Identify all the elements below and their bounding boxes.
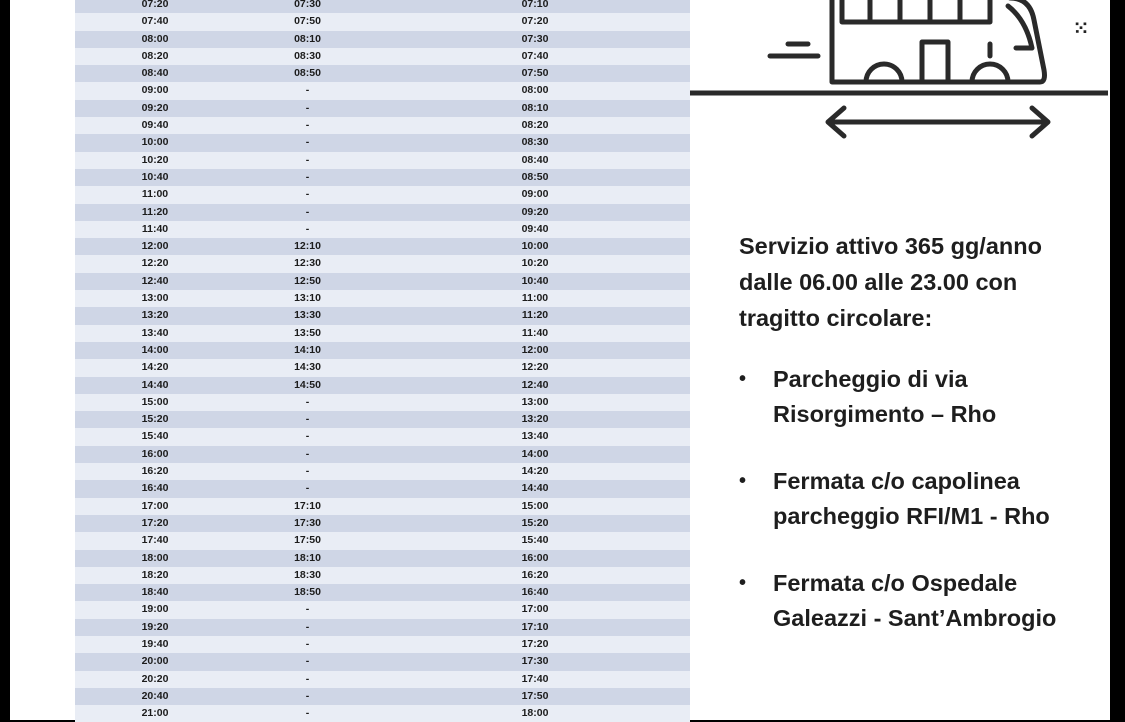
table-cell: 17:20 — [521, 637, 549, 650]
table-row — [75, 31, 690, 48]
table-cell: 14:50 — [294, 378, 321, 391]
table-cell: 14:40 — [521, 482, 549, 495]
table-cell: 07:10 — [521, 0, 549, 10]
table-cell: 12:00 — [521, 343, 549, 356]
table-cell: 18:30 — [294, 568, 321, 581]
table-cell: 12:50 — [294, 274, 321, 287]
table-cell: - — [305, 188, 310, 201]
table-cell: 13:50 — [294, 326, 321, 339]
table-cell: - — [305, 395, 310, 408]
table-cell: 17:40 — [141, 534, 169, 547]
table-row — [75, 498, 690, 515]
table-cell: 13:40 — [521, 430, 549, 443]
table-cell: - — [305, 430, 310, 443]
bus-icon — [690, 0, 1110, 150]
table-cell: 07:20 — [521, 15, 549, 28]
table-cell: 13:00 — [521, 395, 549, 408]
table-cell: 16:40 — [521, 586, 549, 599]
table-cell: 21:00 — [141, 707, 169, 720]
table-row — [75, 636, 690, 653]
table-cell: - — [305, 655, 310, 668]
table-cell: 08:30 — [294, 49, 321, 62]
table-row — [75, 653, 690, 670]
table-cell: 20:00 — [141, 655, 169, 668]
table-cell: 12:10 — [294, 240, 321, 253]
stop-item — [739, 362, 1099, 432]
stop-label: Fermata c/o capolinea parcheggio RFI/M1 - Rho — [773, 468, 1050, 529]
table-cell: 14:00 — [141, 343, 169, 356]
table-cell: 10:00 — [141, 136, 169, 149]
stop-item — [739, 566, 1099, 636]
table-cell: 18:10 — [294, 551, 321, 564]
table-cell: 17:30 — [294, 516, 321, 529]
table-row — [75, 48, 690, 65]
table-cell: 20:20 — [141, 672, 169, 685]
table-cell: 07:30 — [294, 0, 321, 10]
table-cell: 15:00 — [521, 499, 549, 512]
table-row — [75, 705, 690, 722]
table-cell: 07:40 — [521, 49, 549, 62]
table-cell: 13:10 — [294, 292, 321, 305]
table-cell: - — [305, 119, 310, 132]
table-cell: 15:40 — [521, 534, 549, 547]
table-cell: 17:50 — [294, 534, 321, 547]
table-row — [75, 515, 690, 532]
table-cell: 08:40 — [141, 67, 169, 80]
table-row — [75, 480, 690, 497]
table-cell: 12:20 — [521, 361, 549, 374]
table-cell: 12:40 — [521, 378, 549, 391]
table-cell: 14:20 — [141, 361, 169, 374]
table-cell: - — [305, 603, 310, 616]
table-cell: 10:40 — [141, 170, 169, 183]
table-cell: 08:20 — [141, 49, 169, 62]
table-cell: 16:00 — [521, 551, 549, 564]
table-cell: 09:20 — [521, 205, 549, 218]
table-cell: 18:40 — [141, 586, 169, 599]
table-cell: 11:00 — [141, 188, 169, 201]
table-row — [75, 342, 690, 359]
table-cell: 14:00 — [521, 447, 549, 460]
table-cell: 17:10 — [294, 499, 321, 512]
bullet-icon: • — [739, 368, 747, 390]
table-cell: 19:20 — [141, 620, 169, 633]
table-cell: 13:20 — [521, 413, 549, 426]
stops-list — [739, 362, 1099, 636]
table-cell: 15:00 — [141, 395, 169, 408]
table-row — [75, 152, 690, 169]
table-cell: - — [305, 170, 310, 183]
table-cell: 17:30 — [521, 655, 549, 668]
table-row — [75, 532, 690, 549]
table-cell: 14:10 — [294, 343, 321, 356]
double-arrow-icon — [828, 108, 1048, 136]
table-row — [75, 619, 690, 636]
table-row — [75, 446, 690, 463]
table-row — [75, 273, 690, 290]
table-cell: 09:40 — [141, 119, 169, 132]
table-row — [75, 359, 690, 376]
left-border — [0, 0, 10, 720]
table-cell: - — [305, 153, 310, 166]
table-cell: - — [305, 465, 310, 478]
table-row — [75, 290, 690, 307]
table-cell: 08:00 — [141, 32, 169, 45]
table-cell: 09:00 — [141, 84, 169, 97]
table-cell: - — [305, 482, 310, 495]
table-cell: 11:00 — [521, 292, 549, 305]
table-cell: 12:30 — [294, 257, 321, 270]
table-cell: 18:50 — [294, 586, 321, 599]
table-row — [75, 601, 690, 618]
bullet-icon: • — [739, 572, 747, 594]
table-cell: 11:40 — [521, 326, 549, 339]
table-cell: 16:00 — [141, 447, 169, 460]
table-cell: 16:20 — [141, 465, 169, 478]
table-cell: - — [305, 222, 310, 235]
stop-label: Fermata c/o Ospedale Galeazzi - Sant’Ambrogio — [773, 570, 1057, 631]
table-row — [75, 65, 690, 82]
table-cell: 13:00 — [141, 292, 169, 305]
table-cell: - — [305, 620, 310, 633]
table-cell: 10:20 — [141, 153, 169, 166]
table-cell: - — [305, 637, 310, 650]
table-cell: 17:00 — [141, 499, 169, 512]
table-cell: 11:40 — [141, 222, 169, 235]
table-cell: 09:40 — [521, 222, 549, 235]
table-cell: 08:10 — [294, 32, 321, 45]
table-cell: - — [305, 205, 310, 218]
table-cell: - — [305, 101, 310, 114]
table-row — [75, 134, 690, 151]
table-row — [75, 671, 690, 688]
table-row — [75, 428, 690, 445]
table-cell: - — [305, 136, 310, 149]
table-cell: 08:00 — [521, 84, 549, 97]
table-cell: 12:40 — [141, 274, 169, 287]
table-cell: 17:10 — [521, 620, 549, 633]
table-cell: 17:50 — [521, 689, 549, 702]
close-icon[interactable]: ⁙ — [1072, 18, 1090, 40]
table-row — [75, 584, 690, 601]
table-cell: 09:00 — [521, 188, 549, 201]
table-cell: 13:40 — [141, 326, 169, 339]
service-text: Servizio attivo 365 gg/anno dalle 06.00 alle 23.00 con tragitto circolare: — [739, 233, 1042, 331]
timetable — [75, 0, 690, 722]
table-cell: - — [305, 413, 310, 426]
table-row — [75, 169, 690, 186]
table-cell: 16:20 — [521, 568, 549, 581]
table-cell: 12:20 — [141, 257, 169, 270]
table-cell: 10:00 — [521, 240, 549, 253]
bullet-icon: • — [739, 470, 747, 492]
table-cell: - — [305, 689, 310, 702]
table-cell: 11:20 — [141, 205, 169, 218]
table-row — [75, 186, 690, 203]
table-cell: 08:40 — [521, 153, 549, 166]
table-row — [75, 550, 690, 567]
table-row — [75, 567, 690, 584]
table-cell: 20:40 — [141, 689, 169, 702]
table-cell: 09:20 — [141, 101, 169, 114]
table-row — [75, 463, 690, 480]
table-cell: 18:20 — [141, 568, 169, 581]
table-row — [75, 688, 690, 705]
table-cell: 17:40 — [521, 672, 549, 685]
table-row — [75, 13, 690, 30]
table-row — [75, 394, 690, 411]
table-cell: 08:50 — [294, 67, 321, 80]
right-border — [1110, 0, 1125, 720]
table-row — [75, 411, 690, 428]
table-cell: 08:10 — [521, 101, 549, 114]
table-cell: 16:40 — [141, 482, 169, 495]
stop-item — [739, 464, 1099, 534]
table-row — [75, 204, 690, 221]
table-row — [75, 238, 690, 255]
table-row — [75, 0, 690, 13]
table-cell: 18:00 — [141, 551, 169, 564]
table-cell: 17:20 — [141, 516, 169, 529]
table-cell: 14:20 — [521, 465, 549, 478]
table-row — [75, 82, 690, 99]
table-row — [75, 377, 690, 394]
table-cell: 07:50 — [294, 15, 321, 28]
table-cell: 07:50 — [521, 67, 549, 80]
table-cell: 08:20 — [521, 119, 549, 132]
table-cell: 10:20 — [521, 257, 549, 270]
table-cell: 18:00 — [521, 707, 549, 720]
table-row — [75, 117, 690, 134]
table-cell: 15:20 — [141, 413, 169, 426]
table-row — [75, 221, 690, 238]
table-row — [75, 100, 690, 117]
table-row — [75, 307, 690, 324]
table-cell: 10:40 — [521, 274, 549, 287]
table-cell: 15:40 — [141, 430, 169, 443]
table-cell: 19:00 — [141, 603, 169, 616]
table-cell: 19:40 — [141, 637, 169, 650]
table-cell: - — [305, 707, 310, 720]
table-cell: 07:20 — [141, 0, 169, 10]
table-cell: 15:20 — [521, 516, 549, 529]
table-cell: 07:30 — [521, 32, 549, 45]
table-cell: - — [305, 672, 310, 685]
service-description — [739, 228, 1099, 668]
table-cell: 11:20 — [521, 309, 549, 322]
table-cell: 08:30 — [521, 136, 549, 149]
table-row — [75, 255, 690, 272]
table-cell: 12:00 — [141, 240, 169, 253]
table-cell: 17:00 — [521, 603, 549, 616]
table-cell: 14:30 — [294, 361, 321, 374]
table-cell: 13:30 — [294, 309, 321, 322]
table-cell: 07:40 — [141, 15, 169, 28]
table-cell: 08:50 — [521, 170, 549, 183]
table-cell: 14:40 — [141, 378, 169, 391]
table-row — [75, 325, 690, 342]
table-cell: - — [305, 447, 310, 460]
table-cell: 13:20 — [141, 309, 169, 322]
stop-label: Parcheggio di via Risorgimento – Rho — [773, 366, 997, 427]
table-cell: - — [305, 84, 310, 97]
